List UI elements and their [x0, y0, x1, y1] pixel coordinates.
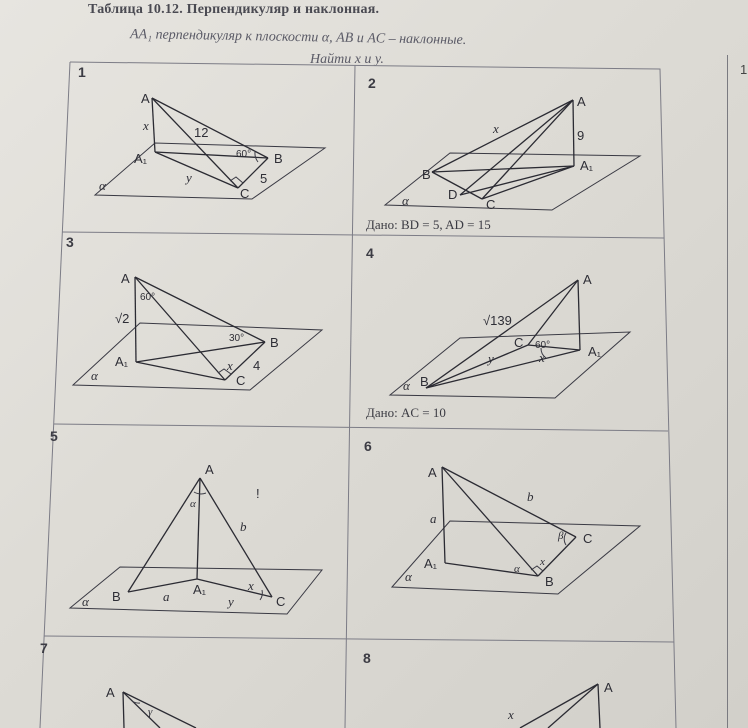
point-B: B	[270, 335, 279, 350]
unknown-x: x	[143, 118, 149, 133]
plane-label: α	[91, 368, 98, 383]
segment-AB	[135, 277, 265, 342]
point-C: C	[276, 594, 286, 609]
plane-label: α	[82, 594, 89, 609]
segment-AC	[482, 100, 573, 199]
segment-AB	[520, 684, 598, 728]
length-a: a	[163, 589, 170, 604]
segment-AA1	[123, 692, 124, 728]
problem-1	[78, 64, 325, 201]
point-A1: A₁	[115, 354, 129, 369]
point-A: A	[121, 271, 130, 286]
given-text: Дано: BD = 5, AD = 15	[366, 217, 491, 232]
problem-number: 2	[368, 75, 376, 91]
point-A1: A₁	[424, 556, 438, 571]
length-b: b	[527, 489, 534, 504]
angle-beta: β	[558, 530, 564, 542]
angle-60: 60°	[236, 149, 252, 160]
table-title: Таблица 10.12. Перпендикуляр и наклонная.	[88, 2, 380, 17]
problem-2	[366, 75, 640, 232]
point-A: A	[428, 465, 437, 480]
length-a: a	[430, 511, 437, 526]
length-5: 5	[260, 171, 268, 186]
segment-AC	[200, 478, 272, 597]
point-C: C	[486, 197, 496, 212]
segment-A1C	[482, 166, 574, 199]
segment-AA1	[573, 100, 574, 166]
segment-AB	[123, 692, 160, 728]
plane-label: α	[405, 569, 412, 584]
point-A1: A₁	[580, 158, 594, 173]
unknown-x: x	[508, 707, 514, 722]
problem-number: 1	[78, 64, 86, 80]
segment-AA1	[598, 684, 600, 728]
length-4: 4	[253, 358, 261, 373]
angle-60: 60°	[140, 292, 156, 303]
plane-alpha	[73, 323, 322, 390]
point-A: A	[106, 685, 115, 700]
length-sqrt2: √2	[115, 311, 130, 326]
segment-A1C	[197, 579, 272, 597]
handwritten-mark: !	[256, 486, 260, 501]
problem-number: 4	[366, 245, 374, 261]
point-A: A	[141, 91, 150, 106]
segment-AB	[432, 100, 573, 172]
point-A: A	[577, 94, 586, 109]
plane-label: α	[403, 378, 410, 393]
point-C: C	[583, 531, 593, 546]
angle-30: 30°	[229, 333, 245, 344]
segment-A1C	[155, 152, 238, 188]
segment-A1B	[445, 563, 538, 576]
point-C: C	[240, 186, 250, 201]
plane-alpha	[95, 143, 325, 199]
segment-AA1	[135, 277, 136, 362]
unknown-x: x	[540, 556, 545, 568]
segment-AC	[123, 692, 196, 728]
segment-AA1	[578, 280, 580, 350]
plane-label: α	[99, 178, 106, 193]
table-task: Найти x и y.	[310, 52, 384, 67]
problem-number: 6	[364, 438, 372, 454]
problem-number: 3	[66, 234, 74, 250]
table-subtitle: AA₁ перпендикуляр к плоскости α, AB и AC – наклонные.	[129, 27, 467, 48]
unknown-y: y	[186, 170, 192, 185]
point-A1: A₁	[193, 582, 207, 597]
point-B: B	[422, 167, 431, 182]
problem-8	[363, 650, 613, 728]
problem-3	[66, 234, 322, 390]
problem-number: 7	[40, 640, 48, 656]
problem-5	[50, 428, 322, 614]
angle-alpha: α	[514, 563, 520, 575]
segment-AB	[128, 478, 200, 592]
unknown-y: y	[488, 351, 494, 366]
length-9: 9	[577, 128, 585, 143]
segment-A1B	[136, 342, 265, 362]
angle-arc-c	[564, 533, 566, 545]
point-A1: A₁	[588, 344, 602, 359]
unknown-x: x	[493, 121, 499, 136]
angle-alpha: α	[190, 498, 196, 510]
problem-number: 8	[363, 650, 371, 666]
unknown-x: x	[248, 578, 254, 593]
segment-AC	[548, 684, 598, 728]
unknown-x: x	[539, 350, 545, 365]
point-B: B	[420, 374, 429, 389]
segment-AC	[442, 467, 576, 537]
length-sqrt139: √139	[483, 313, 512, 328]
length-12: 12	[194, 125, 209, 140]
segment-AC	[528, 280, 578, 345]
point-B: B	[112, 589, 121, 604]
angle-60: 60°	[535, 340, 551, 351]
point-B: B	[545, 574, 554, 589]
segment-AB	[426, 280, 578, 388]
unknown-x: x	[227, 358, 233, 373]
problem-number: 5	[50, 428, 58, 444]
problem-4	[366, 245, 630, 420]
plane-label: α	[402, 193, 409, 208]
given-text: Дано: AC = 10	[366, 405, 446, 420]
problem-7	[40, 640, 196, 728]
point-A1: A₁	[134, 151, 148, 166]
point-A: A	[583, 272, 592, 287]
angle-gamma: γ	[148, 706, 153, 718]
point-D: D	[448, 187, 458, 202]
length-b: b	[240, 519, 247, 534]
point-C: C	[514, 335, 524, 350]
segment-AA1	[442, 467, 445, 563]
point-A: A	[604, 680, 613, 695]
point-C: C	[236, 373, 246, 388]
problem-6	[364, 438, 640, 594]
point-B: B	[274, 151, 283, 166]
unknown-y: y	[228, 594, 234, 609]
next-page-number: 1	[740, 62, 748, 77]
point-A: A	[205, 462, 214, 477]
